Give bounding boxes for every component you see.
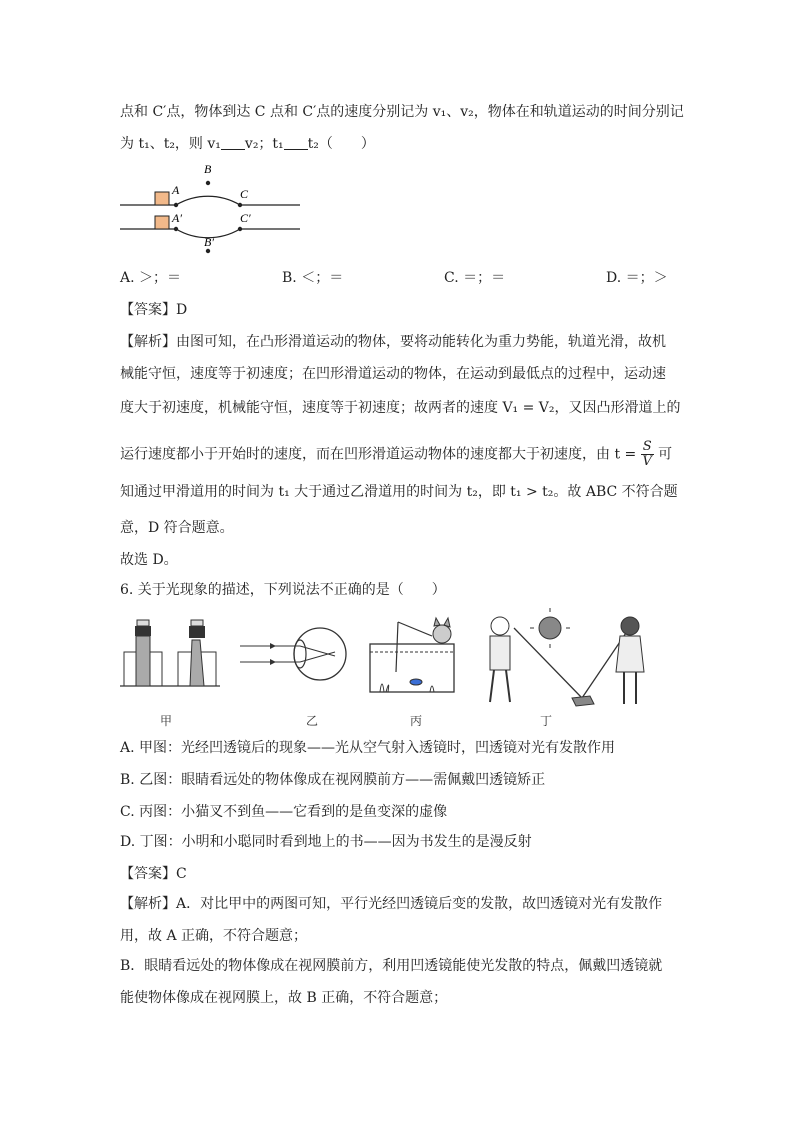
q6-analysis-line-2: 用，故 A 正确，不符合题意； — [120, 928, 308, 944]
q5-conclusion: 故选 D。 — [120, 552, 178, 568]
answer-blank-1 — [221, 135, 245, 150]
q6-stem: 6. 关于光现象的描述，下列说法不正确的是（ ） — [120, 582, 446, 598]
q5-text-line-1: 点和 C′点，物体到达 C 点和 C′点的速度分别记为 v₁、v₂，物体在和轨道运动的时间分别记 — [120, 104, 684, 120]
label-B: B — [204, 162, 212, 176]
q5-text-line-2: 为 t₁、t₂，则 v₁ v₂；t₁ t₂（ ） — [120, 136, 375, 152]
q5-analysis-line-4: 运行速度都小于开始时的速度，而在凹形滑道运动物体的速度都大于初速度，由 t = $\frac{S}{V}$ 可 — [120, 439, 673, 469]
q6-analysis-line-4: 能使物体像成在视网膜上，故 B 正确，不符合题意； — [120, 990, 448, 1006]
q5-analysis-line-3: 度大于初速度，机械能守恒，速度等于初速度；故两者的速度 V₁ = V₂，又因凸形滑道上的 — [120, 400, 681, 416]
q6-analysis-line-1: 【解析】A．对比甲中的两图可知，平行光经凹透镜后变的发散，故凹透镜对光有发散作 — [120, 896, 663, 912]
q6-option-a: A. 甲图：光经凹透镜后的现象——光从空气射入透镜时，凹透镜对光有发散作用 — [120, 740, 616, 756]
q5-option-c: C. ＝；＝ — [444, 270, 506, 286]
q6-answer: 【答案】C — [120, 866, 187, 882]
q5-answer: 【答案】D — [120, 302, 188, 318]
caption-ding: 丁 — [540, 714, 553, 728]
formula-fraction: $\frac{S}{V}$ — [642, 439, 652, 469]
q5-analysis-line-5: 知通过甲滑道用的时间为 t₁ 大于通过乙滑道用的时间为 t₂，即 t₁ > t₂。故 ABC 不符合题 — [120, 484, 678, 500]
label-A-prime: A′ — [172, 211, 182, 225]
q6-option-c: C. 丙图：小猫叉不到鱼——它看到的是鱼变深的虚像 — [120, 804, 448, 820]
track-diagram — [118, 158, 308, 258]
q5-option-b: B. ＜；＝ — [282, 270, 344, 286]
figure-ding-reflection — [478, 606, 658, 710]
label-A: A — [172, 183, 180, 197]
q6-analysis-line-3: B．眼睛看远处的物体像成在视网膜前方，利用凹透镜能使光发散的特点，佩戴凹透镜就 — [120, 958, 663, 974]
label-B-prime: B′ — [204, 235, 214, 249]
q5-analysis-line-6: 意，D 符合题意。 — [120, 520, 234, 536]
q5-option-d: D. ＝；＞ — [606, 270, 668, 286]
figure-yi-eye — [240, 620, 350, 690]
q5-analysis-line-1: 【解析】由图可知，在凸形滑道运动的物体，要将动能转化为重力势能，轨道光滑，故机 — [120, 334, 666, 350]
q5-analysis-line-2: 械能守恒，速度等于初速度；在凹形滑道运动的物体，在运动到最低点的过程中，运动速 — [120, 366, 666, 382]
label-C: C — [240, 187, 249, 201]
figure-jia — [120, 612, 220, 692]
caption-bing: 丙 — [410, 714, 423, 728]
answer-blank-2 — [284, 135, 308, 150]
q6-option-b: B. 乙图：眼睛看远处的物体像成在视网膜前方——需佩戴凹透镜矫正 — [120, 772, 546, 788]
q5-option-a: A. ＞；＝ — [120, 270, 182, 286]
figure-bing-cat-fish — [368, 612, 468, 696]
label-C-prime: C′ — [240, 211, 251, 225]
caption-yi: 乙 — [306, 714, 319, 728]
q6-option-d: D. 丁图：小明和小聪同时看到地上的书——因为书发生的是漫反射 — [120, 834, 532, 850]
caption-jia: 甲 — [160, 714, 173, 728]
